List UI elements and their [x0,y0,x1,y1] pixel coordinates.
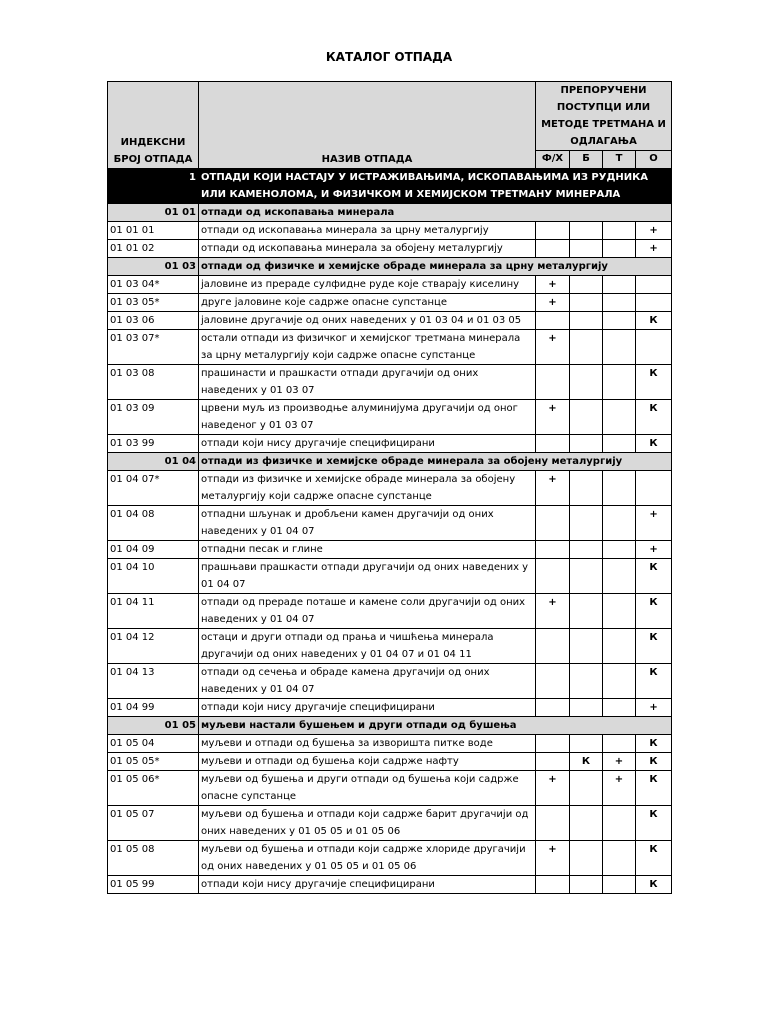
waste-name: црвени муљ из производње алуминијума другачији од оног наведеног у 01 03 07 [199,400,536,435]
table-row [108,629,672,664]
mark-o: К [636,771,672,806]
waste-name-header: НАЗИВ ОТПАДА [199,82,536,169]
table-row [108,276,672,294]
mark-fh [536,806,570,841]
waste-code: 01 04 10 [108,559,199,594]
chapter-row [108,169,672,204]
waste-name: прашинасти и прашкасти отпади другачији од оних наведених у 01 03 07 [199,365,536,400]
mark-o: + [636,240,672,258]
mark-fh [536,541,570,559]
mark-t [603,240,636,258]
mark-o: + [636,506,672,541]
waste-code: 01 01 01 [108,222,199,240]
waste-code: 01 04 11 [108,594,199,629]
group-code: 01 05 [108,717,199,735]
mark-b [570,471,603,506]
waste-code: 01 03 05* [108,294,199,312]
group-code: 01 04 [108,453,199,471]
table-row [108,664,672,699]
chapter-name: ОТПАДИ КОЈИ НАСТАЈУ У ИСТРАЖИВАЊИМА, ИСКОПАВАЊИМА ИЗ РУДНИКА ИЛИ КАМЕНОЛОМА, И ФИЗИЧКОМ И ХЕМИЈСКОМ ТРЕТМАНУ МИНЕРАЛА [199,169,672,204]
waste-name: муљеви и отпади од бушења који садрже нафту [199,753,536,771]
mark-b [570,222,603,240]
mark-o: К [636,806,672,841]
waste-name: отпадни песак и глине [199,541,536,559]
mark-t [603,276,636,294]
mark-fh [536,312,570,330]
mark-b [570,294,603,312]
mark-t [603,806,636,841]
mark-fh: + [536,471,570,506]
waste-code: 01 04 99 [108,699,199,717]
waste-code: 01 05 06* [108,771,199,806]
mark-o: + [636,541,672,559]
mark-t: + [603,753,636,771]
waste-code: 01 03 08 [108,365,199,400]
mark-b [570,240,603,258]
table-row [108,365,672,400]
table-row [108,559,672,594]
mark-o: + [636,222,672,240]
mark-fh [536,506,570,541]
mark-b [570,365,603,400]
waste-name: отпади из физичке и хемијске обраде минерала за обојену металургију који садрже опасне супстанце [199,471,536,506]
waste-code: 01 04 12 [108,629,199,664]
mark-b [570,841,603,876]
table-row [108,222,672,240]
mark-o: К [636,629,672,664]
mark-t [603,312,636,330]
mark-b [570,276,603,294]
waste-code: 01 05 05* [108,753,199,771]
table-row [108,771,672,806]
waste-name: друге јаловине које садрже опасне супстанце [199,294,536,312]
mark-o: К [636,876,672,894]
mark-o: К [636,753,672,771]
group-row [108,258,672,276]
mark-fh: + [536,841,570,876]
mark-o: К [636,365,672,400]
waste-catalog-table [107,81,672,894]
waste-code: 01 03 99 [108,435,199,453]
mark-o: К [636,735,672,753]
mark-fh: + [536,771,570,806]
table-row [108,541,672,559]
waste-name: отпади од прераде поташе и камене соли другачији од оних наведених у 01 04 07 [199,594,536,629]
mark-fh [536,664,570,699]
waste-name: отпади који нису другачије специфицирани [199,876,536,894]
mark-fh [536,876,570,894]
mark-t [603,594,636,629]
mark-b [570,330,603,365]
mark-b [570,629,603,664]
mark-b [570,506,603,541]
mark-t: + [603,771,636,806]
mark-o: К [636,559,672,594]
waste-name: отпади који нису другачије специфицирани [199,435,536,453]
table-header-row [108,82,672,151]
waste-code: 01 05 08 [108,841,199,876]
waste-code: 01 05 07 [108,806,199,841]
col-fh-header: Ф/Х [536,151,570,169]
procedures-header: ПРЕПОРУЧЕНИ ПОСТУПЦИ ИЛИ МЕТОДЕ ТРЕТМАНА И ОДЛАГАЊА [536,82,672,151]
col-t-header: Т [603,151,636,169]
table-row [108,735,672,753]
index-number-header: ИНДЕКСНИ БРОЈ ОТПАДА [108,82,199,169]
waste-code: 01 03 09 [108,400,199,435]
mark-t [603,506,636,541]
table-row [108,753,672,771]
group-row [108,717,672,735]
mark-b [570,664,603,699]
table-row [108,471,672,506]
group-name: отпади из физичке и хемијске обраде минерала за обојену металургију [199,453,672,471]
mark-o: К [636,594,672,629]
mark-t [603,735,636,753]
mark-o: К [636,841,672,876]
mark-fh: + [536,294,570,312]
chapter-number: 1 [108,169,199,204]
mark-o [636,276,672,294]
waste-name: муљеви од бушења и други отпади од бушења који садрже опасне супстанце [199,771,536,806]
mark-b [570,735,603,753]
mark-b [570,771,603,806]
col-b-header: Б [570,151,603,169]
table-row [108,240,672,258]
mark-fh: + [536,276,570,294]
waste-name: муљеви и отпади од бушења за изворишта питке воде [199,735,536,753]
mark-t [603,471,636,506]
mark-o: К [636,664,672,699]
mark-fh: + [536,400,570,435]
group-name: отпади од физичке и хемијске обраде минерала за црну металургију [199,258,672,276]
mark-t [603,629,636,664]
mark-t [603,294,636,312]
table-row [108,841,672,876]
waste-code: 01 05 99 [108,876,199,894]
mark-t [603,365,636,400]
table-row [108,699,672,717]
mark-t [603,222,636,240]
waste-name: јаловине другачије од оних наведених у 01 03 04 и 01 03 05 [199,312,536,330]
waste-name: остали отпади из физичког и хемијског третмана минерала за црну металургију који садрже опасне супстанце [199,330,536,365]
group-row [108,453,672,471]
mark-o: К [636,435,672,453]
waste-name: отпади од ископавања минерала за црну металургију [199,222,536,240]
waste-code: 01 05 04 [108,735,199,753]
waste-code: 01 03 04* [108,276,199,294]
mark-fh [536,240,570,258]
table-row [108,506,672,541]
mark-t [603,841,636,876]
mark-t [603,435,636,453]
waste-code: 01 04 13 [108,664,199,699]
table-row [108,312,672,330]
group-row [108,204,672,222]
group-name: муљеви настали бушењем и други отпади од бушења [199,717,672,735]
waste-name: отпадни шљунак и дробљени камен другачији од оних наведених у 01 04 07 [199,506,536,541]
mark-t [603,664,636,699]
mark-o [636,471,672,506]
mark-b [570,876,603,894]
mark-t [603,400,636,435]
mark-o: К [636,312,672,330]
mark-b [570,594,603,629]
table-row [108,294,672,312]
group-name: отпади од ископавања минерала [199,204,672,222]
waste-code: 01 03 07* [108,330,199,365]
mark-b [570,699,603,717]
mark-fh [536,629,570,664]
mark-t [603,541,636,559]
table-row [108,435,672,453]
waste-name: муљеви од бушења и отпади који садрже хлориде другачији од оних наведених у 01 05 05 и 01 05 06 [199,841,536,876]
mark-fh: + [536,594,570,629]
waste-name: јаловине из прераде сулфидне руде које стварају киселину [199,276,536,294]
mark-fh [536,222,570,240]
waste-name: отпади од сечења и обраде камена другачији од оних наведених у 01 04 07 [199,664,536,699]
mark-b [570,541,603,559]
table-row [108,594,672,629]
table-row [108,876,672,894]
table-row [108,400,672,435]
mark-b [570,312,603,330]
mark-fh [536,559,570,594]
waste-code: 01 03 06 [108,312,199,330]
mark-fh [536,753,570,771]
mark-o: К [636,400,672,435]
waste-code: 01 01 02 [108,240,199,258]
mark-b [570,400,603,435]
waste-name: остаци и други отпади од прања и чишћења минерала другачији од оних наведених у 01 04 07 и 01 04 11 [199,629,536,664]
waste-name: прашњави прашкасти отпади другачији од оних наведених у 01 04 07 [199,559,536,594]
mark-b [570,806,603,841]
waste-name: муљеви од бушења и отпади који садрже барит другачији од оних наведених у 01 05 05 и 01 05 06 [199,806,536,841]
mark-t [603,559,636,594]
table-row [108,330,672,365]
table-row [108,806,672,841]
mark-o: + [636,699,672,717]
mark-fh [536,435,570,453]
document-title: КАТАЛОГ ОТПАДА [325,50,453,64]
col-o-header: О [636,151,672,169]
mark-fh [536,735,570,753]
mark-fh [536,699,570,717]
group-code: 01 01 [108,204,199,222]
mark-t [603,876,636,894]
mark-b [570,435,603,453]
mark-fh: + [536,330,570,365]
mark-o [636,330,672,365]
waste-code: 01 04 07* [108,471,199,506]
waste-name: отпади од ископавања минерала за обојену металургију [199,240,536,258]
waste-name: отпади који нису другачије специфицирани [199,699,536,717]
mark-b [570,559,603,594]
mark-b: К [570,753,603,771]
mark-t [603,330,636,365]
waste-code: 01 04 09 [108,541,199,559]
group-code: 01 03 [108,258,199,276]
mark-t [603,699,636,717]
mark-fh [536,365,570,400]
mark-o [636,294,672,312]
waste-code: 01 04 08 [108,506,199,541]
